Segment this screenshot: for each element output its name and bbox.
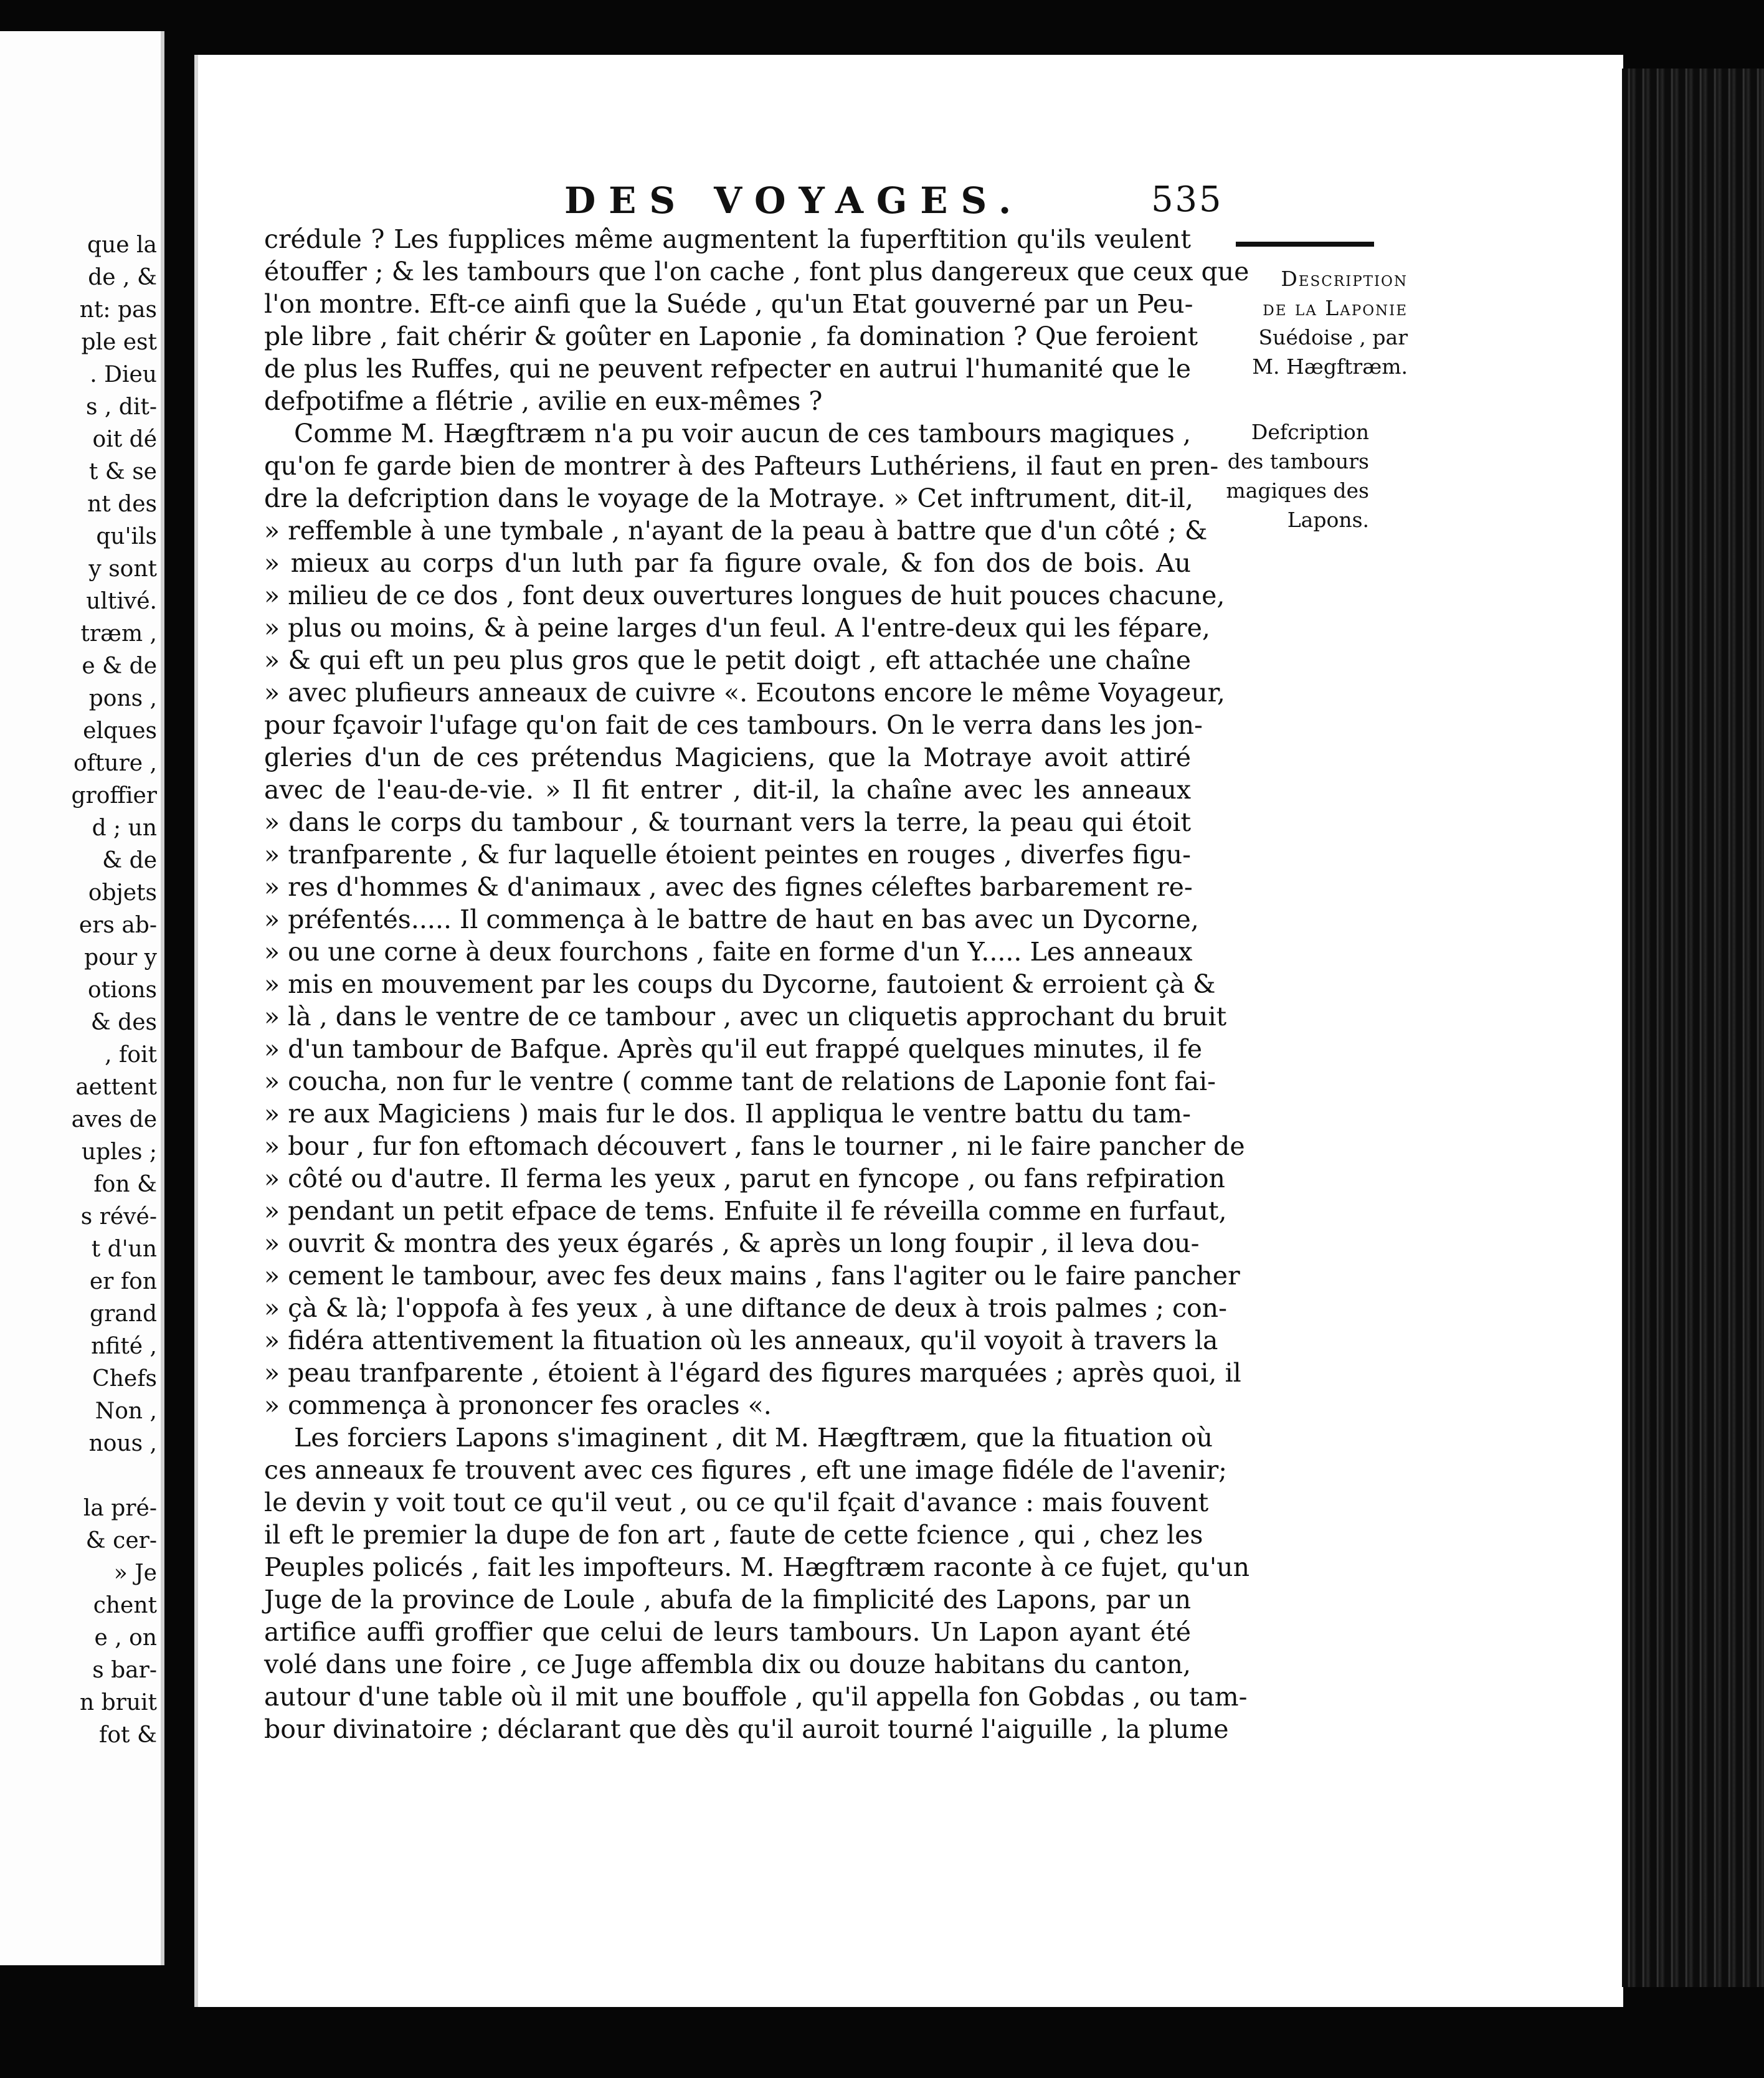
text-line: defpotifme a flétrie , avilie en eux-mêmes ? xyxy=(264,386,823,416)
text-line: artifice auffi groffier que celui de leurs tambours. Un Lapon ayant été xyxy=(264,1617,1191,1647)
running-title: DES VOYAGES. xyxy=(564,179,1025,222)
text-line: » bour , fur fon eftomach découvert , fans le tourner , ni le faire pancher de xyxy=(264,1131,1245,1161)
left-page-line: grand xyxy=(90,1301,157,1327)
margin-note-line: M. Hægftræm. xyxy=(1252,354,1408,379)
left-page-line: . Dieu xyxy=(90,362,157,387)
left-page-line: de , & xyxy=(88,265,157,290)
text-line: l'on montre. Eft-ce ainfi que la Suéde , qu'un Etat gouverné par un Peu- xyxy=(264,289,1193,319)
left-page-fragment xyxy=(0,31,164,1965)
text-line: » d'un tambour de Bafque. Après qu'il eut frappé quelques minutes, il fe xyxy=(264,1034,1203,1064)
text-line: Peuples policés , fait les impofteurs. M. Hægftræm raconte à ce fujet, qu'un xyxy=(264,1552,1250,1582)
left-page-line: træm , xyxy=(80,621,157,647)
margin-note-line: Lapons. xyxy=(1287,508,1369,532)
left-page-line: chent xyxy=(93,1593,157,1618)
margin-note-line: Description xyxy=(1281,267,1408,291)
text-line: Juge de la province de Loule , abufa de la fimplicité des Lapons, par un xyxy=(264,1585,1191,1615)
left-page-line: oit dé xyxy=(92,427,157,452)
left-page-line: t d'un xyxy=(91,1236,157,1262)
text-line: gleries d'un de ces prétendus Magiciens, que la Motraye avoit attiré xyxy=(264,742,1191,772)
margin-note-line: de la Laponie xyxy=(1263,296,1408,320)
text-line: autour d'une table où il mit une bouffole , qu'il appella fon Gobdas , ou tam- xyxy=(264,1682,1248,1712)
margin-note-description xyxy=(1223,264,1408,381)
left-page-line: aettent xyxy=(75,1075,157,1100)
left-page-line: n bruit xyxy=(79,1690,157,1715)
text-line: » là , dans le ventre de ce tambour , avec un cliquetis approchant du bruit xyxy=(264,1002,1227,1032)
left-page-line: s révé- xyxy=(80,1204,157,1230)
left-page-line: s , dit- xyxy=(86,394,157,420)
text-line: avec de l'eau-de-vie. » Il fit entrer , dit-il, la chaîne avec les anneaux xyxy=(264,775,1191,805)
text-line: de plus les Ruffes, qui ne peuvent refpecter en autrui l'humanité que le xyxy=(264,354,1191,384)
left-page-line: t & se xyxy=(88,459,157,485)
text-line: » & qui eft un peu plus gros que le petit doigt , eft attachée une chaîne xyxy=(264,645,1191,675)
left-page-line: ple est xyxy=(81,330,157,355)
text-line: étouffer ; & les tambours que l'on cache , font plus dangereux que ceux que xyxy=(264,257,1250,287)
text-line: » dans le corps du tambour , & tournant vers la terre, la peau qui étoit xyxy=(264,807,1191,837)
left-page-line: fot & xyxy=(99,1722,157,1748)
text-line: » res d'hommes & d'animaux , avec des fignes céleftes barbarement re- xyxy=(264,872,1193,902)
text-line: » çà & là; l'oppofa à fes yeux , à une diftance de deux à trois palmes ; con- xyxy=(264,1293,1227,1323)
text-line: » milieu de ce dos , font deux ouvertures longues de huit pouces chacune, xyxy=(264,581,1225,610)
left-page-line: s bar- xyxy=(92,1658,157,1683)
left-page-line: objets xyxy=(88,880,157,906)
left-page-line: pons , xyxy=(88,686,157,711)
margin-note-tambours xyxy=(1223,417,1369,534)
text-line: » peau tranfparente , étoient à l'égard des figures marquées ; après quoi, il xyxy=(264,1358,1241,1388)
left-page-line: la pré- xyxy=(83,1496,157,1521)
margin-rule xyxy=(1236,242,1374,247)
text-line: » fidéra attentivement la fituation où les anneaux, qu'il voyoit à travers la xyxy=(264,1326,1218,1355)
left-page-line: nt des xyxy=(87,491,157,517)
text-line: ple libre , fait chérir & goûter en Laponie , fa domination ? Que feroient xyxy=(264,321,1198,351)
left-page-line: nous , xyxy=(88,1431,157,1456)
left-page-line: elques xyxy=(83,718,157,744)
left-page-line: , foit xyxy=(105,1042,157,1068)
text-line: » mieux au corps d'un luth par fa figure ovale, & fon dos de bois. Au xyxy=(264,548,1191,578)
book-edge xyxy=(1622,69,1764,1987)
text-line: » pendant un petit efpace de tems. Enfuite il fe réveilla comme en furfaut, xyxy=(264,1196,1227,1226)
text-line: » tranfparente , & fur laquelle étoient peintes en rouges , diverfes figu- xyxy=(264,840,1191,870)
left-page-line: uples ; xyxy=(81,1139,157,1165)
text-line: » préfentés..... Il commença à le battre de haut en bas avec un Dycorne, xyxy=(264,904,1199,934)
margin-note-line: Suédoise , par xyxy=(1258,325,1408,349)
text-line: » coucha, non fur le ventre ( comme tant de relations de Laponie font fai- xyxy=(264,1066,1216,1096)
body-text xyxy=(264,223,1250,1745)
left-page-line: y sont xyxy=(88,556,157,582)
text-line: » commença à prononcer fes oracles «. xyxy=(264,1390,772,1420)
left-page-line: ofture , xyxy=(73,751,157,776)
text-line: volé dans une foire , ce Juge affembla dix ou douze habitans du canton, xyxy=(264,1649,1191,1679)
text-line: » mis en mouvement par les coups du Dycorne, fautoient & erroient çà & xyxy=(264,969,1216,999)
left-page-line: Chefs xyxy=(92,1366,157,1392)
left-page-line: otions xyxy=(88,977,157,1003)
text-line: » ou une corne à deux fourchons , faite en forme d'un Y..... Les anneaux xyxy=(264,937,1193,967)
text-line: » avec plufieurs anneaux de cuivre «. Ecoutons encore le même Voyageur, xyxy=(264,678,1225,708)
margin-note-line: des tambours xyxy=(1227,449,1369,473)
left-page-line: & cer- xyxy=(85,1528,157,1554)
left-page-line: er fon xyxy=(89,1269,157,1294)
spine-shadow xyxy=(161,25,194,2049)
text-line: » côté ou d'autre. Il ferma les yeux , parut en fyncope , ou fans refpiration xyxy=(264,1164,1225,1193)
left-page-line: groffier xyxy=(71,783,157,809)
margin-note-line: Defcription xyxy=(1251,420,1369,444)
text-line: » cement le tambour, avec fes deux mains , fans l'agiter ou le faire pancher xyxy=(264,1261,1240,1291)
text-line: dre la defcription dans le voyage de la Motraye. » Cet inftrument, dit-il, xyxy=(264,483,1193,513)
main-page xyxy=(194,55,1623,2007)
left-page-line: & des xyxy=(90,1010,157,1035)
text-line: » re aux Magiciens ) mais fur le dos. Il appliqua le ventre battu du tam- xyxy=(264,1099,1191,1129)
left-page-line: & de xyxy=(102,848,157,873)
text-line: » reffemble à une tymbale , n'ayant de la peau à battre que d'un côté ; & xyxy=(264,516,1208,546)
left-page-line: aves de xyxy=(71,1107,157,1132)
margin-note-line: magiques des xyxy=(1226,478,1369,503)
left-page-line: ers ab- xyxy=(78,913,157,938)
left-page-line: pour y xyxy=(84,945,157,970)
left-page-line: fon & xyxy=(93,1172,157,1197)
left-page-line: » Je xyxy=(113,1560,157,1586)
text-line: Comme M. Hægftræm n'a pu voir aucun de ces tambours magiques , xyxy=(294,419,1191,448)
text-line: qu'on fe garde bien de montrer à des Pafteurs Luthériens, il faut en pren- xyxy=(264,451,1219,481)
text-line: » ouvrit & montra des yeux égarés , & après un long foupir , il leva dou- xyxy=(264,1228,1200,1258)
text-line: bour divinatoire ; déclarant que dès qu'il auroit tourné l'aiguille , la plume xyxy=(264,1714,1229,1744)
left-page-line: nfité , xyxy=(91,1334,157,1359)
text-line: ces anneaux fe trouvent avec ces figures , eft une image fidéle de l'avenir; xyxy=(264,1455,1227,1485)
text-line: Les forciers Lapons s'imaginent , dit M. Hægftræm, que la fituation où xyxy=(294,1423,1213,1453)
page-number: 535 xyxy=(1151,179,1223,220)
left-page-line: e & de xyxy=(82,653,157,679)
left-page-line: qu'ils xyxy=(96,524,157,549)
text-line: il eft le premier la dupe de fon art , faute de cette fcience , qui , chez les xyxy=(264,1520,1203,1550)
text-line: le devin y voit tout ce qu'il veut , ou ce qu'il fçait d'avance : mais fouvent xyxy=(264,1487,1209,1517)
text-line: pour fçavoir l'ufage qu'on fait de ces tambours. On le verra dans les jon- xyxy=(264,710,1203,740)
left-page-line: ultivé. xyxy=(86,589,157,614)
left-page-line: Non , xyxy=(95,1398,157,1424)
page-header xyxy=(198,179,1623,229)
left-page-line: d ; un xyxy=(92,815,157,841)
left-page-line: e , on xyxy=(94,1625,157,1651)
left-page-line: que la xyxy=(87,232,157,258)
text-line: crédule ? Les fupplices même augmentent la fuperftition qu'ils veulent xyxy=(264,224,1191,254)
text-line: » plus ou moins, & à peine larges d'un feul. A l'entre-deux qui les fépare, xyxy=(264,613,1210,643)
left-page-line: nt: pas xyxy=(79,297,157,323)
